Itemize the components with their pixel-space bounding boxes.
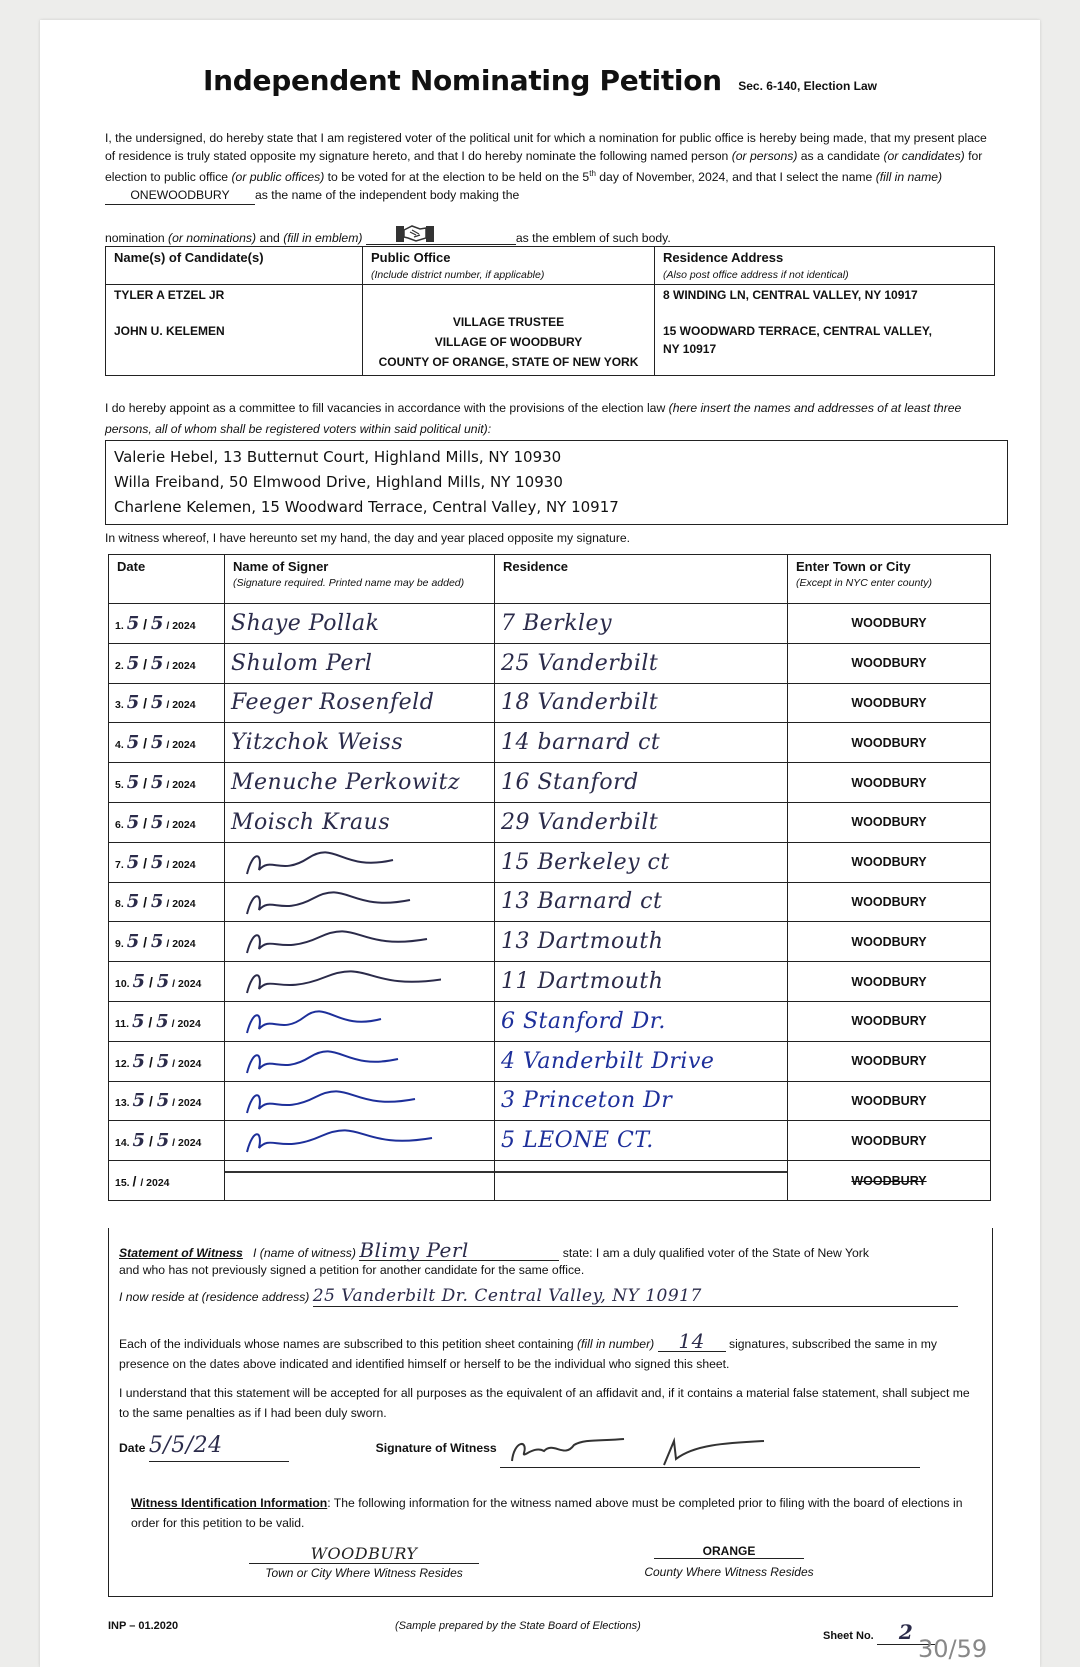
candidate-names-cell <box>106 285 363 376</box>
signer-name: Menuche Perkowitz <box>225 763 495 803</box>
handwritten-signature <box>241 1085 441 1119</box>
sheet-number: Sheet No. 2 <box>823 1620 935 1645</box>
signer-residence: 25 Vanderbilt <box>495 643 788 683</box>
witness-county: ORANGE County Where Witness Resides <box>644 1544 814 1579</box>
signer-town: WOODBURY <box>788 1081 991 1121</box>
residence-address-header: Residence Address (Also post office address if not identical) <box>655 247 995 285</box>
signer-town: WOODBURY <box>788 643 991 683</box>
signer-name <box>225 1161 495 1201</box>
witness-id-heading: Witness Identification Information <box>131 1496 328 1510</box>
signature-date: 13. 5 / 5 / 2024 <box>109 1081 225 1121</box>
signature-date: 5. 5 / 5 / 2024 <box>109 763 225 803</box>
signature-date: 15. / / 2024 <box>109 1161 225 1201</box>
signer-residence <box>495 1161 788 1201</box>
signer-residence: 13 Dartmouth <box>495 922 788 962</box>
signature-date: 1. 5 / 5 / 2024 <box>109 604 225 644</box>
page-title: Independent Nominating Petition <box>203 64 722 97</box>
signer-town: WOODBURY <box>788 763 991 803</box>
signature-row <box>109 1081 991 1121</box>
signer-residence: 7 Berkley <box>495 604 788 644</box>
witness-town: WOODBURY Town or City Where Witness Resides <box>249 1544 479 1580</box>
signer-name <box>225 962 495 1002</box>
date-header: Date <box>109 555 225 604</box>
signer-name <box>225 1081 495 1121</box>
signer-name: Moisch Kraus <box>225 802 495 842</box>
signer-name <box>225 1001 495 1041</box>
signer-town: WOODBURY <box>788 1161 991 1201</box>
signer-residence: 3 Princeton Dr <box>495 1081 788 1121</box>
signer-residence: 15 Berkeley ct <box>495 842 788 882</box>
handshake-icon <box>394 220 436 244</box>
signature-row <box>109 1041 991 1081</box>
handwritten-signature <box>241 1005 441 1039</box>
public-office-header: Public Office (Include district number, if applicable) <box>363 247 655 285</box>
signature-row <box>109 1161 991 1201</box>
witness-intro: In witness whereof, I have hereunto set my hand, the day and year placed opposite my signature. <box>105 531 631 545</box>
signature-date: 2. 5 / 5 / 2024 <box>109 643 225 683</box>
signer-residence: 5 LEONE CT. <box>495 1121 788 1161</box>
candidate-table <box>105 246 995 376</box>
signer-name: Shulom Perl <box>225 643 495 683</box>
signer-name-header: Name of Signer (Signature required. Printed name may be added) <box>225 555 495 604</box>
committee-list <box>105 440 1008 525</box>
witness-signature <box>500 1437 920 1468</box>
signer-town: WOODBURY <box>788 683 991 723</box>
handwritten-signature <box>241 1045 441 1079</box>
intro-paragraph: I, the undersigned, do hereby state that I am registered voter of the political unit for which a nomination for public office is hereby being made, that my present place of residence is truly stated opposite my signature hereto, and that I do hereby nominate the following named person (or persons) as a candidate (or candidates) for election to public office (or public offices) to be voted for at the election to be held on the 5th day of November, 2024, and that I select the name (fill in name) ONEWOODBURY as the name of the independent body making the <box>105 130 1000 205</box>
signature-date: 14. 5 / 5 / 2024 <box>109 1121 225 1161</box>
signer-town: WOODBURY <box>788 842 991 882</box>
signer-name <box>225 1121 495 1161</box>
signer-residence: 29 Vanderbilt <box>495 802 788 842</box>
signature-date: 3. 5 / 5 / 2024 <box>109 683 225 723</box>
signer-town: WOODBURY <box>788 882 991 922</box>
signature-date: 12. 5 / 5 / 2024 <box>109 1041 225 1081</box>
signature-row <box>109 962 991 1002</box>
witness-statement: Statement of Witness I (name of witness) Blimy Perl state: I am a duly qualified voter of the State of New York and who has not previously signed a petition for another candidate for the same office. I now reside at (residence address) 25 Vanderbilt Dr. Central Valley, NY 10917 Each of the individuals whose names are subscribed to this petition sheet containing (fill in number) 14 signatures, subscribed the same in my presence on the dates above indicated and identified himself or herself to be the individual who signed this sheet. I understand that this statement will be accepted for all purposes as the equivalent of an affidavit and, if it contains a material false statement, shall subject me to the same penalties as if I had been duly sworn. Date 5/5/24 Signature of Witness Witness Identification Information: The following information for the witness named above must be completed prior to filing with the board of elections in order for this petition to be valid. WOODBURY Town or City Where Witness Resides ORANGE County Where Witness Resides <box>108 1228 993 1597</box>
signer-name <box>225 842 495 882</box>
signer-residence: 18 Vanderbilt <box>495 683 788 723</box>
witness-signature-scribble <box>504 1431 804 1467</box>
page-subtitle: Sec. 6-140, Election Law <box>738 79 877 93</box>
petition-sheet <box>40 20 1040 1667</box>
signer-town: WOODBURY <box>788 723 991 763</box>
residence-header: Residence <box>495 555 788 604</box>
statement-heading: Statement of Witness <box>119 1246 243 1260</box>
strike-line <box>495 1171 787 1173</box>
signer-name <box>225 922 495 962</box>
signature-row <box>109 763 991 803</box>
signature-date: 4. 5 / 5 / 2024 <box>109 723 225 763</box>
signature-row <box>109 1001 991 1041</box>
candidate-name: TYLER A ETZEL JR <box>114 288 225 302</box>
signature-date: 6. 5 / 5 / 2024 <box>109 802 225 842</box>
signature-date: 8. 5 / 5 / 2024 <box>109 882 225 922</box>
handwritten-signature <box>241 846 441 880</box>
signer-town: WOODBURY <box>788 802 991 842</box>
signature-row <box>109 604 991 644</box>
committee-member: Willa Freiband, 50 Elmwood Drive, Highland Mills, NY 10930 <box>114 473 563 491</box>
strike-line <box>225 1171 494 1173</box>
signature-row <box>109 1121 991 1161</box>
signer-town: WOODBURY <box>788 922 991 962</box>
signature-date: 9. 5 / 5 / 2024 <box>109 922 225 962</box>
signature-date: 11. 5 / 5 / 2024 <box>109 1001 225 1041</box>
signer-name <box>225 1041 495 1081</box>
signature-table <box>108 554 991 1201</box>
signer-name: Yitzchok Weiss <box>225 723 495 763</box>
signature-row <box>109 842 991 882</box>
signer-name: Shaye Pollak <box>225 604 495 644</box>
signer-town: WOODBURY <box>788 1041 991 1081</box>
page-indicator: 30/59 <box>918 1635 988 1663</box>
signature-row <box>109 922 991 962</box>
signature-row <box>109 683 991 723</box>
signer-town: WOODBURY <box>788 1001 991 1041</box>
handwritten-signature <box>241 886 441 920</box>
signer-residence: 4 Vanderbilt Drive <box>495 1041 788 1081</box>
committee-member: Charlene Kelemen, 15 Woodward Terrace, Central Valley, NY 10917 <box>114 498 619 516</box>
signer-residence: 6 Stanford Dr. <box>495 1001 788 1041</box>
witness-residence: 25 Vanderbilt Dr. Central Valley, NY 10917 <box>313 1286 958 1307</box>
emblem-line: nomination (or nominations) and (fill in emblem) as the emblem of such body. <box>105 220 671 245</box>
signature-row <box>109 643 991 683</box>
signer-name <box>225 882 495 922</box>
candidate-name: JOHN U. KELEMEN <box>114 324 225 338</box>
signer-residence: 11 Dartmouth <box>495 962 788 1002</box>
signer-residence: 14 barnard ct <box>495 723 788 763</box>
signature-date: 7. 5 / 5 / 2024 <box>109 842 225 882</box>
witness-date: 5/5/24 <box>149 1431 289 1462</box>
public-office-cell: VILLAGE TRUSTEE VILLAGE OF WOODBURY COUNTY OF ORANGE, STATE OF NEW YORK <box>363 285 655 376</box>
signature-count: 14 <box>658 1331 726 1352</box>
handwritten-signature <box>241 1124 441 1158</box>
emblem-field <box>366 220 516 245</box>
handwritten-signature <box>241 965 441 999</box>
signer-town: WOODBURY <box>788 962 991 1002</box>
witness-name: Blimy Perl <box>359 1240 559 1261</box>
handwritten-signature <box>241 925 441 959</box>
signer-residence: 13 Barnard ct <box>495 882 788 922</box>
form-id: INP – 01.2020 <box>108 1620 179 1632</box>
residence-address-cell: 8 WINDING LN, CENTRAL VALLEY, NY 10917 15 WOODWARD TERRACE, CENTRAL VALLEY, NY 10917 <box>655 285 995 376</box>
town-header: Enter Town or City (Except in NYC enter county) <box>788 555 991 604</box>
independent-body-name: ONEWOODBURY <box>105 187 255 206</box>
signature-row <box>109 882 991 922</box>
title-row <box>40 64 1040 97</box>
signature-row <box>109 723 991 763</box>
signature-date: 10. 5 / 5 / 2024 <box>109 962 225 1002</box>
footer-note: (Sample prepared by the State Board of Elections) <box>395 1620 641 1632</box>
committee-intro: I do hereby appoint as a committee to fill vacancies in accordance with the provisions of the election law (here insert the names and addresses of at least three persons, all of whom shall be registered voters within said political unit): <box>105 401 962 436</box>
signature-row <box>109 802 991 842</box>
signer-town: WOODBURY <box>788 1121 991 1161</box>
signer-town: WOODBURY <box>788 604 991 644</box>
committee-member: Valerie Hebel, 13 Butternut Court, Highland Mills, NY 10930 <box>114 448 562 466</box>
signer-name: Feeger Rosenfeld <box>225 683 495 723</box>
signer-residence: 16 Stanford <box>495 763 788 803</box>
candidate-name-header: Name(s) of Candidate(s) <box>106 247 363 285</box>
